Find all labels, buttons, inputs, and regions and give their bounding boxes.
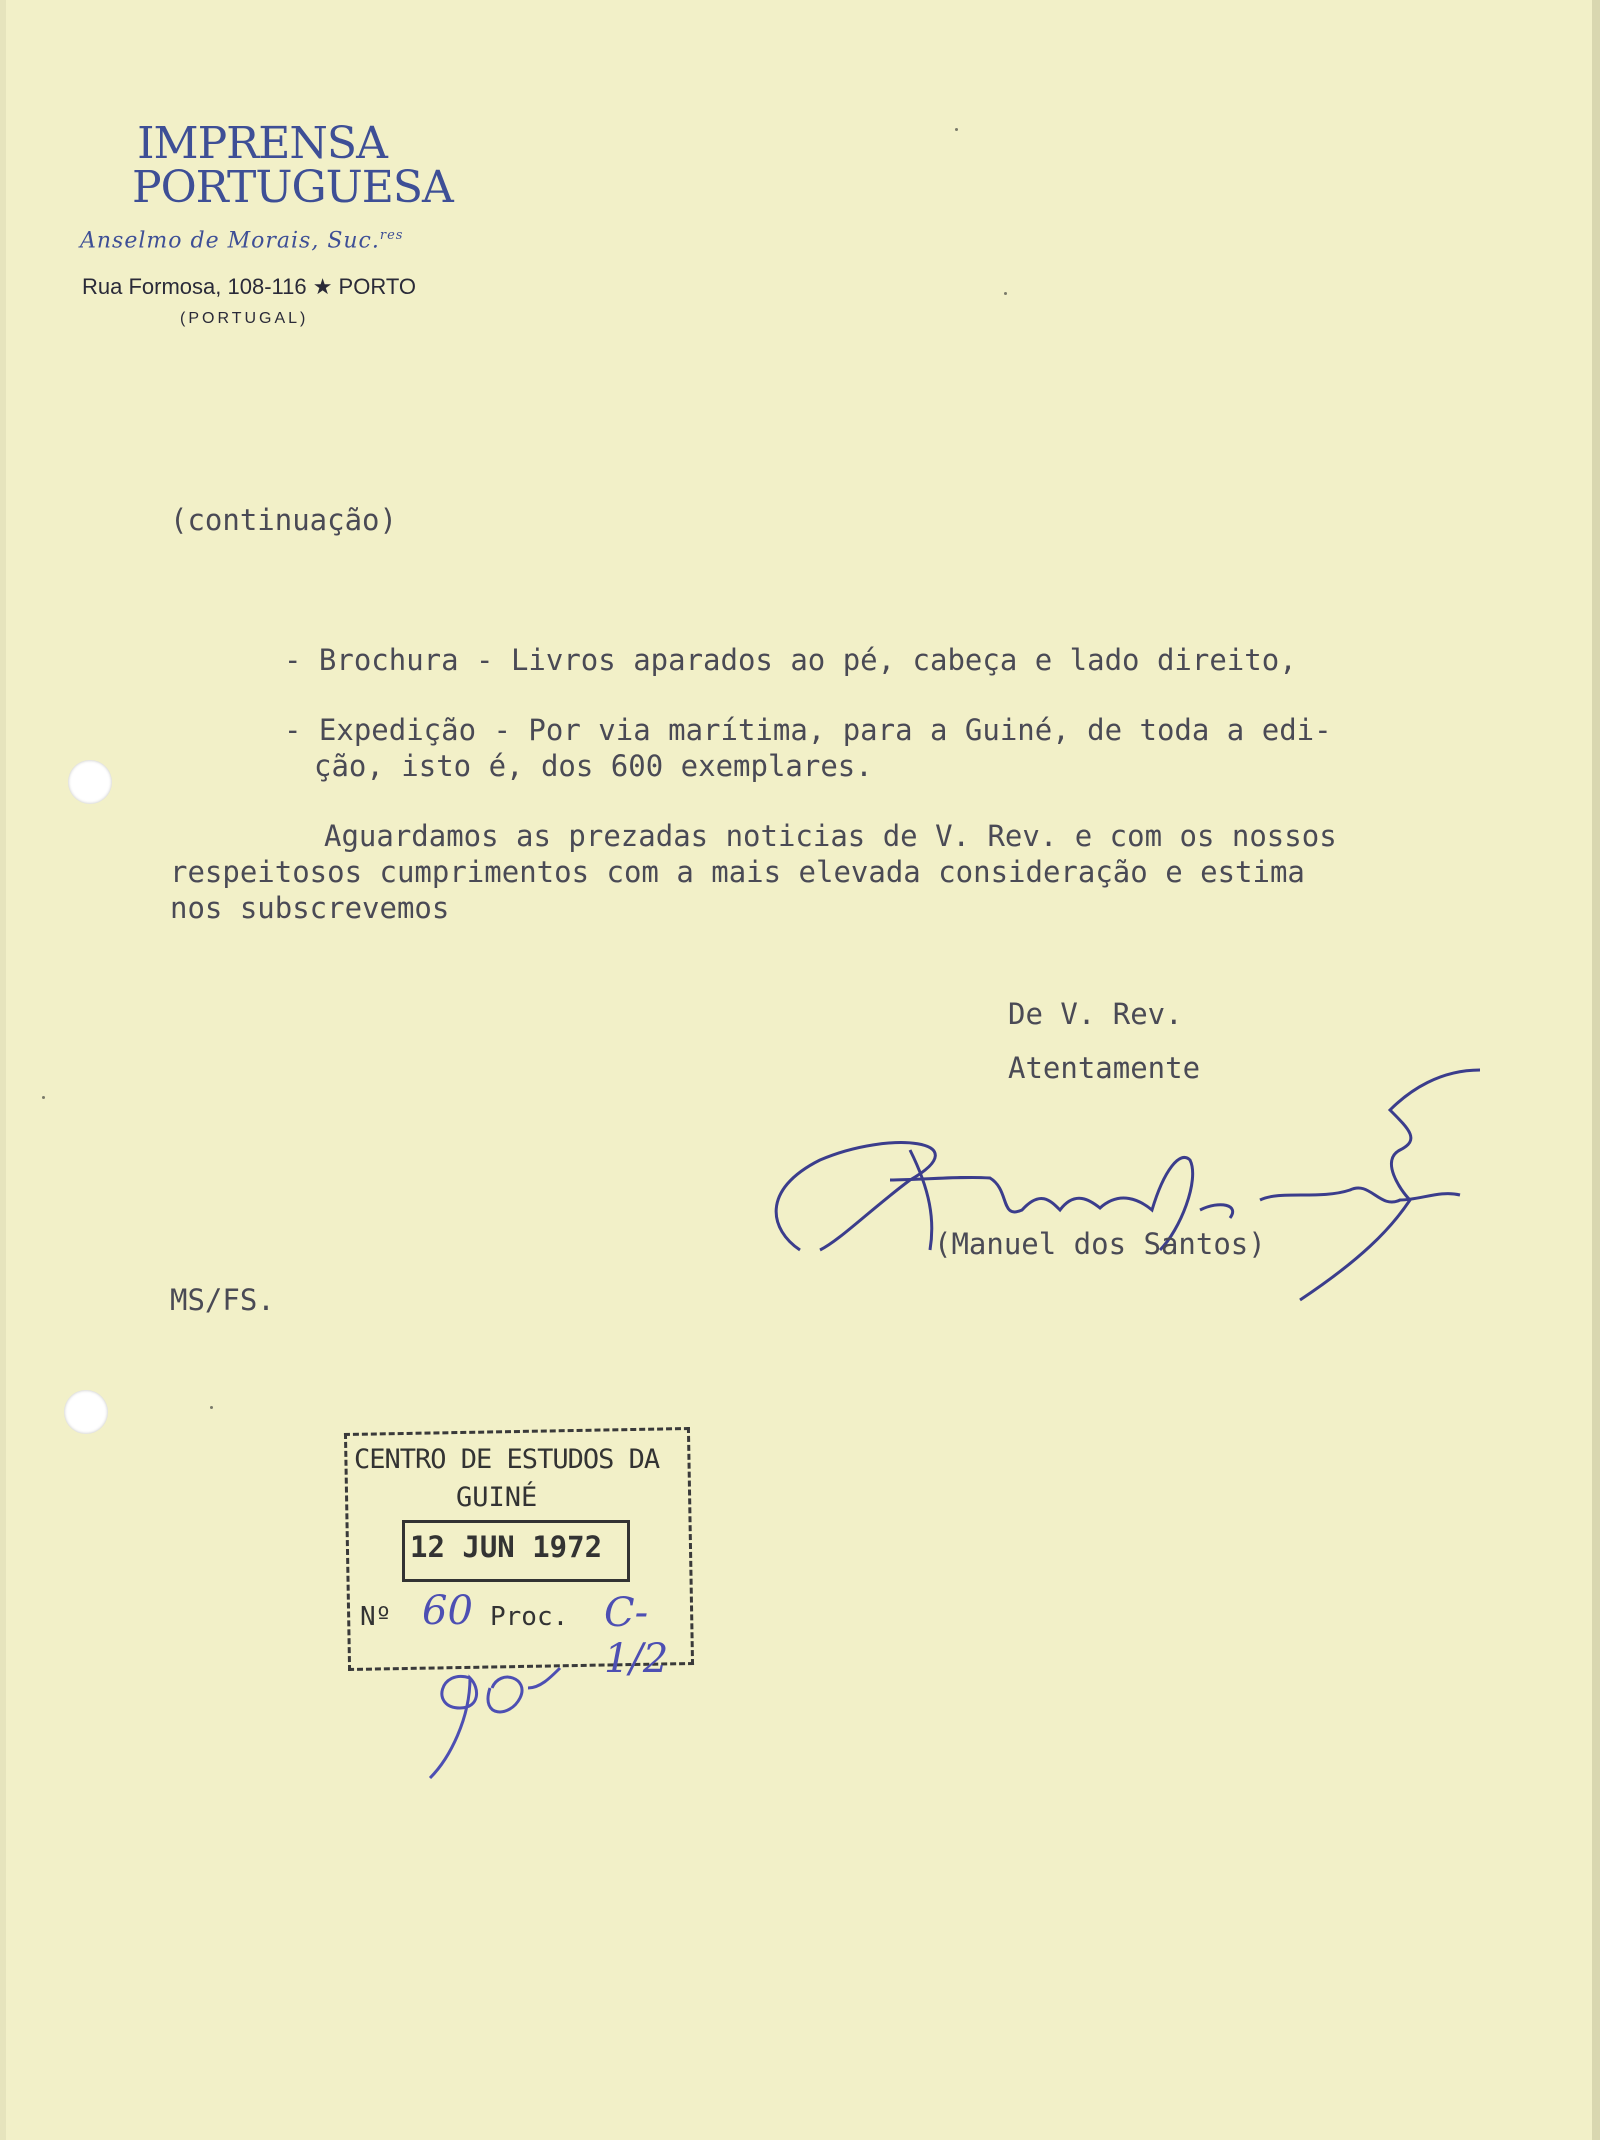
body-paragraph-line3: nos subscrevemos (170, 891, 450, 925)
paper-speck (210, 1406, 213, 1409)
stamp-proc-label: Proc. (490, 1602, 569, 1632)
body-paragraph-line1: Aguardamos as prezadas noticias de V. Rev. e com os nossos (324, 819, 1337, 853)
reference-initials: MS/FS. (170, 1283, 275, 1317)
signer-name: (Manuel dos Santos) (934, 1227, 1266, 1261)
list-item-expedicao-line2: ção, isto é, dos 600 exemplares. (314, 749, 873, 783)
stamp-proc-handwritten: C-1/2 (604, 1590, 669, 1682)
paper-speck (1004, 292, 1007, 295)
paper-speck (42, 1096, 45, 1099)
continuation-label: (continuação) (170, 503, 397, 537)
handwritten-signature (760, 1050, 1480, 1330)
closing-salutation: De V. Rev. (1008, 997, 1183, 1031)
closing-atentamente: Atentamente (1008, 1051, 1201, 1085)
received-stamp (346, 1430, 696, 1680)
page-edge-left (0, 0, 6, 2140)
list-item-brochura: - Brochura - Livros aparados ao pé, cabeça e lado direito, (284, 643, 1297, 677)
handwritten-mark (410, 1648, 570, 1788)
paper-speck (955, 128, 958, 131)
list-item-expedicao-line1: - Expedição - Por via marítima, para a Guiné, de toda a edi- (284, 713, 1332, 747)
stamp-date: 12 JUN 1972 (410, 1530, 603, 1564)
letterhead-country: (PORTUGAL) (180, 310, 309, 327)
letterhead-firm (80, 228, 440, 253)
stamp-number-handwritten: 60 (422, 1588, 473, 1634)
letterhead-firm-name: Anselmo de Morais, Suc. (80, 228, 380, 254)
letterhead-address: Rua Formosa, 108-116 ★ PORTO (82, 274, 416, 299)
letterhead-name-line2: PORTUGUESA (132, 162, 453, 213)
letterhead-name-line1: IMPRENSA (137, 118, 387, 169)
stamp-number-label: Nº (360, 1602, 392, 1632)
punch-hole-lower (64, 1390, 108, 1434)
body-paragraph-line2: respeitosos cumprimentos com a mais elevada consideração e estima (170, 855, 1305, 889)
page-edge-right (1592, 0, 1600, 2140)
letterhead-firm-sup: res (379, 228, 404, 243)
stamp-institution: CENTRO DE ESTUDOS DA (354, 1444, 660, 1475)
stamp-region: GUINÉ (456, 1482, 538, 1513)
punch-hole-upper (68, 760, 112, 804)
